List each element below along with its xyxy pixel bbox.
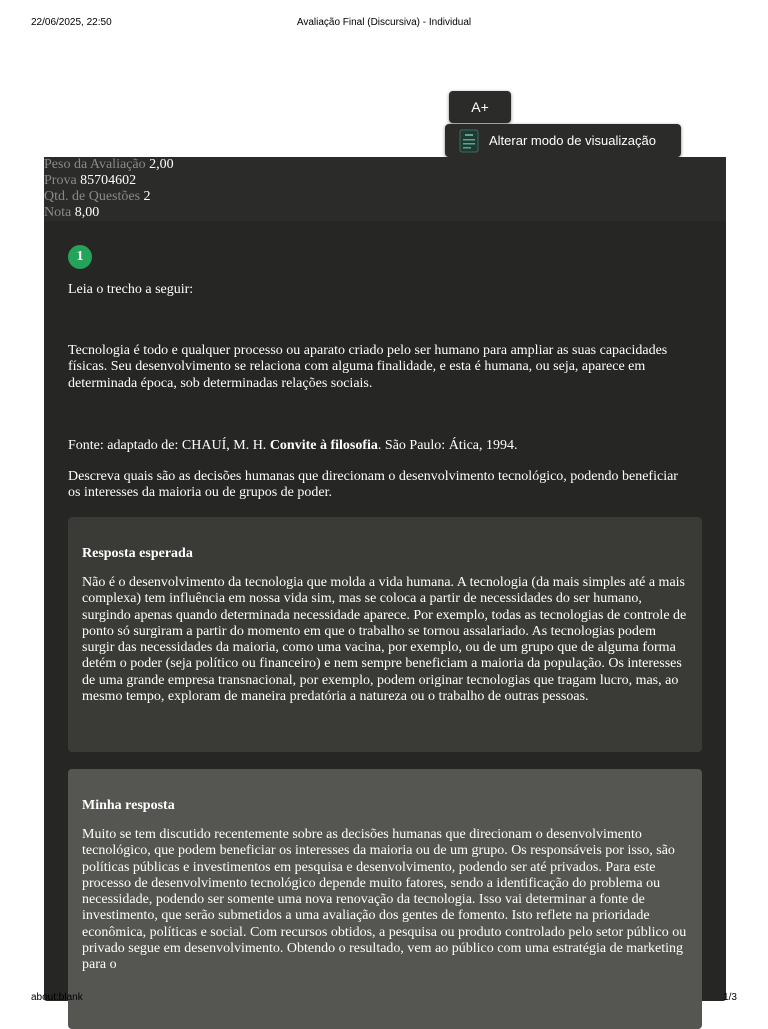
question-number-badge: 1	[68, 245, 92, 269]
meta-weight	[44, 157, 726, 173]
meta-grade	[44, 205, 726, 221]
meta-grade-label: Nota	[44, 205, 72, 220]
print-title: Avaliação Final (Discursiva) - Individual	[296, 17, 472, 28]
meta-exam	[44, 173, 726, 189]
assessment-meta	[44, 157, 726, 221]
view-mode-label: Alterar modo de visualização	[489, 133, 656, 148]
print-page-number: 1/3	[723, 992, 737, 1003]
meta-questions-value: 2	[143, 189, 151, 204]
expected-answer-title: Resposta esperada	[82, 546, 193, 561]
source-prefix: Fonte: adaptado de: CHAUÍ, M. H.	[68, 438, 270, 453]
print-header	[31, 17, 737, 31]
meta-exam-label: Prova	[44, 173, 77, 188]
question-intro: Leia o trecho a seguir:	[68, 282, 194, 297]
source-title: Convite à filosofia	[269, 438, 378, 453]
document-view-icon	[459, 129, 479, 153]
question-card	[44, 221, 726, 1001]
question-prompt: Descreva quais são as decisões humanas que direcionam o desenvolvimento tecnológico, podendo beneficiar os interesses da maioria ou de grupos de poder.	[68, 469, 678, 501]
assessment-panel	[44, 157, 726, 990]
meta-exam-value: 85704602	[80, 173, 137, 188]
question-excerpt: Tecnologia é todo e qualquer processo ou aparato criado pelo ser humano para ampliar as suas capacidades físicas. Seu desenvolvimento se relaciona com alguma finalidade, e esta é humana, ou seja, aparece em determinada época, sob determinadas relações sociais.	[68, 343, 668, 391]
meta-weight-label: Peso da Avaliação	[44, 157, 146, 172]
source-suffix: . São Paulo: Ática, 1994.	[377, 438, 518, 453]
question-source	[68, 438, 688, 454]
meta-questions-label: Qtd. de Questões	[44, 189, 141, 204]
meta-weight-value: 2,00	[149, 157, 174, 172]
expected-answer-text: Não é o desenvolvimento da tecnologia que molda a vida humana. A tecnologia (da mais simples até a mais complexa) tem influência em nossa vida sim, mas se coloca a partir de necessidades do ser humano, surgindo apenas quando determinada necessidade aparece. Por exemplo, todas as tecnologias de controle de ponto só surgiram a partir do momento em que o trabalho se tornou assalariado. As tecnologias podem surgir das necessidades da maioria, como uma vacina, por exemplo, ou de um grupo que de alguma forma detém o poder (seja político ou financeiro) e nem sempre beneficiam a maioria da população. Os interesses de uma grande empresa transnacional, por exemplo, podem originar tecnologias que tragam lucro, mas, ao mesmo tempo, exploram de maneira predatória a natureza ou o trabalho de outras pessoas.	[82, 575, 687, 705]
expected-answer-box	[68, 517, 702, 752]
print-footer	[31, 992, 737, 1006]
print-url: about:blank	[31, 992, 83, 1003]
my-answer-title: Minha resposta	[82, 798, 175, 813]
meta-questions	[44, 189, 726, 205]
view-mode-button[interactable]	[445, 124, 681, 157]
meta-grade-value: 8,00	[74, 205, 100, 220]
print-datetime: 22/06/2025, 22:50	[31, 17, 112, 28]
increase-font-button[interactable]: A+	[449, 91, 511, 123]
my-answer-text: Muito se tem discutido recentemente sobre as decisões humanas que direcionam o desenvolvimento tecnológico, que podem beneficiar os interesses da maioria ou de um grupo. Os responsáveis por isso, são políticas públicas e investimentos em pesquisa e desenvolvimento, podendo ser até privados. Para este processo de desenvolvimento tecnológico depende muito fatores, sendo a identificação do problema ou necessidade, podendo ser somente uma nova renovação da tecnologia. Isso vai determinar a fonte de investimento, que serão submetidos a uma avaliação dos gentes de fomento. Isto reflete na prioridade econômica, políticas e social. Com recursos obtidos, a pesquisa ou produto controlado pelo setor público ou privado segue em desenvolvimento. Obtendo o resultado, vem ao público com uma estratégia de marketing para o	[82, 827, 687, 973]
my-answer-box	[68, 769, 702, 1029]
